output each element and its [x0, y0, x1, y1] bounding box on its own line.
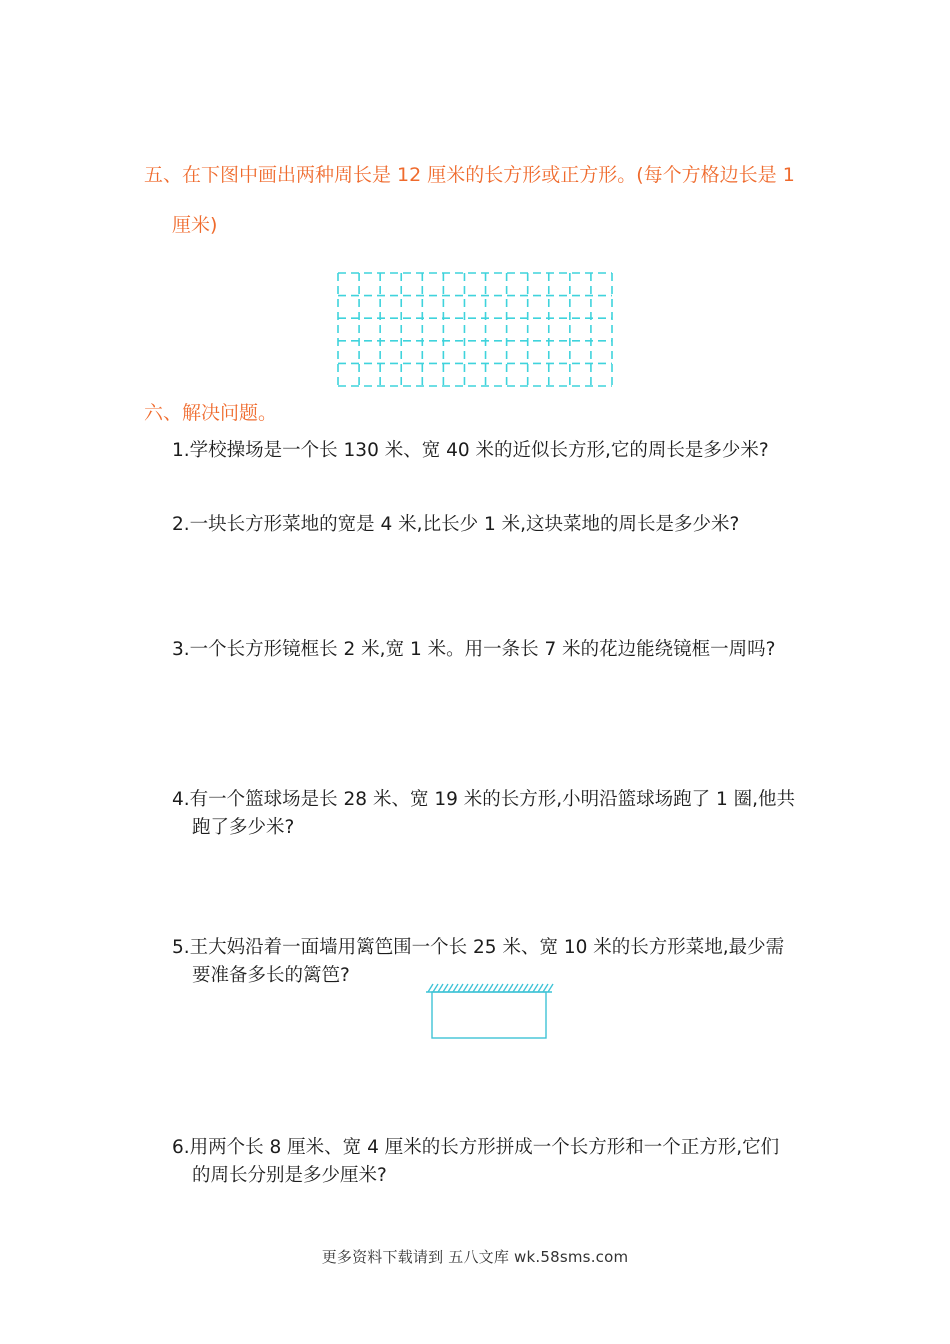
wall-hatch-mark: [493, 984, 498, 992]
section-6-heading: [144, 400, 277, 426]
wall-hatch-mark: [438, 984, 443, 992]
wall-hatch-mark: [523, 984, 528, 992]
question-4-text-line2: 跑了多少米?: [192, 817, 295, 838]
question-6-text-line1: 6.用两个长 8 厘米、宽 4 厘米的长方形拼成一个长方形和一个正方形,它们: [172, 1137, 780, 1158]
question-1: [172, 437, 812, 465]
question-6: [172, 1134, 812, 1190]
wall-hatch-mark: [508, 984, 513, 992]
question-2-text: 2.一块长方形菜地的宽是 4 米,比长少 1 米,这块菜地的周长是多少米?: [172, 514, 740, 535]
wall-hatch-mark: [428, 984, 433, 992]
wall-hatch-mark: [528, 984, 533, 992]
wall-hatch-mark: [453, 984, 458, 992]
question-3: [172, 636, 812, 664]
wall-hatch-mark: [548, 984, 553, 992]
wall-hatch-mark: [468, 984, 473, 992]
wall-hatch-mark: [478, 984, 483, 992]
wall-hatch-mark: [503, 984, 508, 992]
question-4: [172, 786, 812, 842]
wall-hatch-mark: [498, 984, 503, 992]
question-1-text: 1.学校操场是一个长 130 米、宽 40 米的近似长方形,它的周长是多少米?: [172, 440, 769, 461]
wall-hatch-mark: [518, 984, 523, 992]
wall-hatch-mark: [513, 984, 518, 992]
question-3-text: 3.一个长方形镜框长 2 米,宽 1 米。用一条长 7 米的花边能绕镜框一周吗?: [172, 639, 776, 660]
wall-hatch-mark: [533, 984, 538, 992]
wall-hatch-mark: [538, 984, 543, 992]
section-5-title-line1: 五、在下图中画出两种周长是 12 厘米的长方形或正方形。(每个方格边长是 1: [144, 164, 795, 186]
wall-hatch-mark: [433, 984, 438, 992]
wall-hatch-mark: [448, 984, 453, 992]
wall-hatch-mark: [483, 984, 488, 992]
wall-fence-diagram: [424, 982, 554, 1044]
wall-hatch-mark: [463, 984, 468, 992]
question-5-text-line1: 5.王大妈沿着一面墙用篱笆围一个长 25 米、宽 10 米的长方形菜地,最少需: [172, 937, 785, 958]
question-2: [172, 511, 812, 539]
wall-hatch-mark: [458, 984, 463, 992]
question-5-text-line2: 要准备多长的篱笆?: [192, 965, 350, 986]
section-6-title: 六、解决问题。: [144, 402, 278, 424]
vegetable-plot-rectangle: [432, 992, 546, 1038]
section-5-heading-cont: [172, 212, 217, 238]
question-4-text-line1: 4.有一个篮球场是长 28 米、宽 19 米的长方形,小明沿篮球场跑了 1 圈,他共: [172, 789, 796, 810]
section-5-title-line2: 厘米): [172, 214, 218, 236]
footer-text: 更多资料下载请到 五八文库 wk.58sms.com: [321, 1248, 629, 1266]
wall-hatch-mark: [473, 984, 478, 992]
wall-hatch-mark: [488, 984, 493, 992]
question-6-text-line2: 的周长分别是多少厘米?: [192, 1165, 387, 1186]
wall-hatch-mark: [443, 984, 448, 992]
dashed-grid: [336, 270, 616, 390]
section-5-heading: [144, 162, 795, 188]
wall-hatch-mark: [543, 984, 548, 992]
